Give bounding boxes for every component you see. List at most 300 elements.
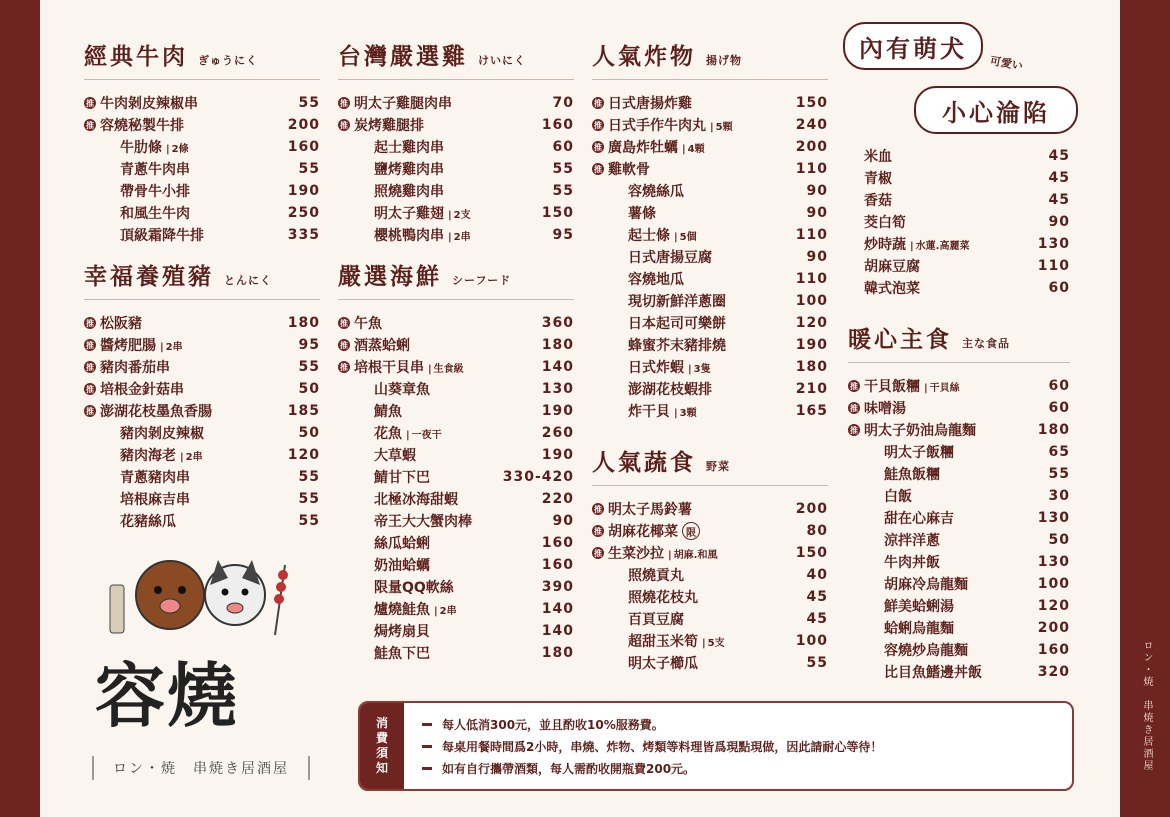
item-price: 180	[1037, 422, 1070, 438]
menu-item	[592, 180, 828, 202]
item-name: 炒時蔬	[864, 237, 906, 253]
menu-list	[848, 375, 1070, 683]
item-price: 250	[287, 205, 320, 221]
menu-item	[848, 485, 1070, 507]
item-price: 60	[1048, 280, 1070, 296]
item-note: | 5支	[702, 634, 725, 649]
item-name: 青蔥牛肉串	[120, 162, 190, 178]
item-price: 100	[795, 293, 828, 309]
item-price: 120	[1037, 598, 1070, 614]
notice-box	[358, 701, 1074, 791]
item-name: 絲瓜蛤蜊	[374, 536, 430, 552]
menu-item	[848, 463, 1070, 485]
item-name: 豬肉海老	[120, 448, 176, 464]
menu-item	[84, 422, 320, 444]
item-price: 110	[795, 227, 828, 243]
item-price: 90	[806, 183, 828, 199]
section-title	[592, 444, 828, 486]
item-name: 日式炸蝦	[628, 360, 684, 376]
menu-item	[592, 608, 828, 630]
item-name: 豬肉剝皮辣椒	[120, 426, 204, 442]
recommend-badge: 推	[86, 362, 94, 372]
item-name: 鹽烤雞肉串	[374, 162, 444, 178]
item-price: 55	[806, 655, 828, 671]
menu-list	[592, 498, 828, 674]
item-name: 廣島炸牡蠣	[608, 140, 678, 156]
menu-item	[338, 180, 574, 202]
recommend-badge: 推	[340, 120, 348, 130]
section-chicken	[338, 38, 574, 246]
section-fried	[592, 38, 828, 422]
item-price: 95	[298, 337, 320, 353]
section-subtitle: 揚げ物	[706, 54, 742, 67]
item-name: 味噌湯	[864, 401, 906, 417]
recommend-badge: 推	[594, 142, 602, 152]
item-name: 帶骨牛小排	[120, 184, 190, 200]
item-note: | 5個	[674, 228, 697, 243]
section-subtitle: ぎゅうにく	[198, 54, 258, 67]
logo-subtitle: ロン・焼 串焼き居酒屋	[92, 756, 310, 780]
item-price: 150	[795, 545, 828, 561]
recommend-badge: 推	[594, 120, 602, 130]
menu-item	[338, 576, 574, 598]
item-price: 180	[795, 359, 828, 375]
recommend-badge: 推	[340, 98, 348, 108]
item-price: 200	[795, 139, 828, 155]
menu-item	[848, 661, 1070, 683]
menu-item	[848, 507, 1070, 529]
item-name: 焗烤扇貝	[374, 624, 430, 640]
item-price: 220	[541, 491, 574, 507]
item-name: 日式手作牛肉丸	[608, 118, 706, 134]
item-name: 澎湖花枝墨魚香腸	[100, 404, 212, 420]
item-name: 超甜玉米筍	[628, 634, 698, 650]
section-title	[592, 38, 828, 80]
item-price: 200	[795, 501, 828, 517]
recommend-badge: 推	[594, 164, 602, 174]
item-name: 照燒花枝丸	[628, 590, 698, 606]
menu-item	[338, 466, 574, 488]
item-name: 比目魚鰭邊丼飯	[884, 665, 982, 681]
item-name: 牛肉丼飯	[884, 555, 940, 571]
recommend-badge: 推	[340, 318, 348, 328]
item-price: 60	[1048, 378, 1070, 394]
item-name: 明太子飯糰	[884, 445, 954, 461]
dogs-illustration	[100, 550, 300, 640]
section-seafood	[338, 258, 574, 664]
item-name: 北極冰海甜蝦	[374, 492, 458, 508]
notice-item: 每人低消300元，並且酌收10%服務費。	[422, 713, 882, 735]
item-price: 180	[287, 315, 320, 331]
menu-item	[338, 620, 574, 642]
item-name: 山葵章魚	[374, 382, 430, 398]
item-price: 200	[287, 117, 320, 133]
menu-item	[848, 145, 1070, 167]
menu-item	[592, 312, 828, 334]
menu-item	[84, 92, 320, 114]
item-price: 55	[298, 95, 320, 111]
item-price: 30	[1048, 488, 1070, 504]
section-title-text: 經典牛肉	[84, 44, 188, 70]
menu-item	[848, 441, 1070, 463]
item-name: 牛肋條	[120, 140, 162, 156]
item-price: 55	[298, 469, 320, 485]
item-name: 鯖魚	[374, 404, 402, 420]
menu-item	[592, 630, 828, 652]
item-price: 50	[298, 425, 320, 441]
menu-item	[592, 564, 828, 586]
item-name: 白飯	[884, 489, 912, 505]
section-subtitle: 主な食品	[962, 337, 1010, 350]
item-price: 60	[1048, 400, 1070, 416]
item-price: 160	[541, 117, 574, 133]
item-price: 130	[1037, 510, 1070, 526]
menu-item	[338, 114, 574, 136]
menu-item	[338, 92, 574, 114]
item-price: 140	[541, 359, 574, 375]
item-price: 110	[1037, 258, 1070, 274]
menu-item	[592, 334, 828, 356]
item-note: | 生食級	[428, 360, 464, 375]
item-name: 炸干貝	[628, 404, 670, 420]
left-border	[0, 0, 40, 817]
item-name: 限量QQ軟絲	[374, 580, 454, 596]
recommend-badge: 推	[850, 425, 858, 435]
item-price: 120	[287, 447, 320, 463]
menu-item	[848, 617, 1070, 639]
item-name: 米血	[864, 149, 892, 165]
menu-item	[848, 167, 1070, 189]
item-name: 鮭魚飯糰	[884, 467, 940, 483]
item-price: 130	[1037, 554, 1070, 570]
item-price: 100	[795, 633, 828, 649]
item-price: 120	[795, 315, 828, 331]
dog-warning-line1: 內有萌犬	[843, 22, 983, 70]
item-name: 澎湖花枝蝦排	[628, 382, 712, 398]
item-name: 炭烤雞腿排	[354, 118, 424, 134]
item-name: 胡麻冷烏龍麵	[884, 577, 968, 593]
menu-item	[84, 400, 320, 422]
item-name: 日式唐揚豆腐	[628, 250, 712, 266]
section-veg	[592, 444, 828, 674]
menu-item	[848, 573, 1070, 595]
item-price: 160	[287, 139, 320, 155]
dog-warning-line2: 小心淪陷	[914, 86, 1078, 134]
menu-item	[592, 542, 828, 564]
item-price: 160	[1037, 642, 1070, 658]
item-name: 培根麻吉串	[120, 492, 190, 508]
item-name: 牛肉剝皮辣椒串	[100, 96, 198, 112]
menu-item	[848, 595, 1070, 617]
item-name: 頂級霜降牛排	[120, 228, 204, 244]
menu-item	[592, 520, 828, 542]
menu-list	[592, 92, 828, 422]
section-subtitle: シーフード	[452, 274, 512, 287]
section-misc	[848, 145, 1070, 299]
section-beef	[84, 38, 320, 246]
column-4	[848, 145, 1070, 683]
menu-item	[848, 277, 1070, 299]
menu-item	[848, 189, 1070, 211]
item-price: 150	[541, 205, 574, 221]
menu-item	[84, 180, 320, 202]
item-name: 明太子雞腿肉串	[354, 96, 452, 112]
item-name: 照燒貢丸	[628, 568, 684, 584]
item-price: 190	[287, 183, 320, 199]
menu-item	[338, 136, 574, 158]
item-price: 90	[1048, 214, 1070, 230]
menu-item	[848, 233, 1070, 255]
item-price: 180	[541, 337, 574, 353]
section-title	[84, 38, 320, 80]
item-name: 酒蒸蛤蜊	[354, 338, 410, 354]
item-name: 醬烤肥腸	[100, 338, 156, 354]
item-price: 45	[1048, 192, 1070, 208]
section-title-text: 暖心主食	[848, 327, 952, 353]
item-price: 45	[1048, 170, 1070, 186]
section-subtitle: 野菜	[706, 460, 730, 473]
section-title	[338, 258, 574, 300]
menu-item	[338, 356, 574, 378]
menu-item	[848, 397, 1070, 419]
column-2	[338, 38, 574, 664]
section-title	[84, 258, 320, 300]
menu-list	[338, 312, 574, 664]
item-name: 奶油蛤蠣	[374, 558, 430, 574]
menu-item	[592, 202, 828, 224]
item-price: 55	[1048, 466, 1070, 482]
recommend-badge: 推	[86, 406, 94, 416]
item-name: 青蔥豬肉串	[120, 470, 190, 486]
cute-label: 可愛い	[989, 54, 1024, 73]
item-price: 210	[795, 381, 828, 397]
item-name: 明太子奶油烏龍麵	[864, 423, 976, 439]
item-name: 甜在心麻吉	[884, 511, 954, 527]
notice-label: 消 費 須 知	[360, 703, 404, 789]
item-name: 胡麻豆腐	[864, 259, 920, 275]
item-price: 390	[541, 579, 574, 595]
item-price: 330-420	[502, 469, 574, 485]
item-note: | 胡麻.和風	[668, 546, 717, 561]
item-price: 180	[541, 645, 574, 661]
menu-item	[592, 290, 828, 312]
item-name: 容燒秘製牛排	[100, 118, 184, 134]
menu-item	[592, 158, 828, 180]
item-price: 55	[552, 183, 574, 199]
menu-item	[592, 114, 828, 136]
recommend-badge: 推	[340, 340, 348, 350]
item-name: 明太子雞翅	[374, 206, 444, 222]
item-price: 45	[806, 589, 828, 605]
menu-item	[338, 554, 574, 576]
item-name: 干貝飯糰	[864, 379, 920, 395]
item-price: 150	[795, 95, 828, 111]
item-price: 90	[806, 249, 828, 265]
section-staple	[848, 321, 1070, 683]
column-1	[84, 38, 320, 532]
notice-item: 如有自行攜帶酒類，每人需酌收開瓶費200元。	[422, 757, 882, 779]
item-price: 130	[541, 381, 574, 397]
item-name: 韓式泡菜	[864, 281, 920, 297]
item-name: 青椒	[864, 171, 892, 187]
item-name: 香菇	[864, 193, 892, 209]
menu-item	[84, 356, 320, 378]
recommend-badge: 推	[594, 548, 602, 558]
menu-item	[848, 255, 1070, 277]
item-name: 明太子櫛瓜	[628, 656, 698, 672]
item-note: | 水蓮.高麗菜	[910, 237, 969, 252]
item-name: 起士雞肉串	[374, 140, 444, 156]
item-name: 起士條	[628, 228, 670, 244]
item-name: 鯖甘下巴	[374, 470, 430, 486]
menu-item	[338, 444, 574, 466]
section-subtitle: とんにく	[224, 274, 272, 287]
item-name: 現切新鮮洋蔥圈	[628, 294, 726, 310]
menu-item	[592, 586, 828, 608]
item-name: 容燒炒烏龍麵	[884, 643, 968, 659]
item-price: 55	[552, 161, 574, 177]
item-price: 240	[795, 117, 828, 133]
item-note: | 2支	[448, 206, 471, 221]
menu-item	[592, 498, 828, 520]
logo: 容燒	[95, 655, 239, 737]
item-price: 160	[541, 557, 574, 573]
recommend-badge: 推	[86, 98, 94, 108]
item-price: 40	[806, 567, 828, 583]
column-3	[592, 38, 828, 674]
item-price: 360	[541, 315, 574, 331]
menu-list	[338, 92, 574, 246]
item-price: 190	[541, 447, 574, 463]
side-text: ロン・焼 串焼き居酒屋	[1141, 640, 1152, 772]
menu-item	[84, 312, 320, 334]
item-name: 蜂蜜芥末豬排燒	[628, 338, 726, 354]
item-note: | 4顆	[682, 140, 705, 155]
recommend-badge: 推	[850, 381, 858, 391]
item-name: 櫻桃鴨肉串	[374, 228, 444, 244]
item-price: 190	[541, 403, 574, 419]
menu-item	[592, 356, 828, 378]
recommend-badge: 推	[86, 318, 94, 328]
menu-item	[338, 598, 574, 620]
item-note: | 2條	[166, 140, 189, 155]
item-price: 335	[287, 227, 320, 243]
section-subtitle: けいにく	[478, 54, 526, 67]
menu-item	[338, 202, 574, 224]
recommend-badge: 推	[86, 340, 94, 350]
item-name: 照燒雞肉串	[374, 184, 444, 200]
brown-dog-icon	[136, 561, 204, 629]
menu-item	[592, 652, 828, 674]
item-price: 190	[795, 337, 828, 353]
item-name: 和風生牛肉	[120, 206, 190, 222]
recommend-badge: 推	[340, 362, 348, 372]
item-price: 90	[806, 205, 828, 221]
item-price: 60	[552, 139, 574, 155]
item-price: 90	[552, 513, 574, 529]
menu-item	[84, 510, 320, 532]
recommend-badge: 推	[86, 120, 94, 130]
item-price: 160	[541, 535, 574, 551]
item-name: 爐燒鮭魚	[374, 602, 430, 618]
item-note: | 一夜干	[406, 426, 442, 441]
section-title-text: 人氣蔬食	[592, 450, 696, 476]
recommend-badge: 推	[594, 98, 602, 108]
menu-item	[592, 268, 828, 290]
item-name: 容燒地瓜	[628, 272, 684, 288]
item-name: 午魚	[354, 316, 382, 332]
menu-item	[338, 488, 574, 510]
item-name: 蛤蜊烏龍麵	[884, 621, 954, 637]
item-price: 55	[298, 513, 320, 529]
menu-list	[84, 92, 320, 246]
menu-page	[40, 0, 1120, 817]
item-note: | 2串	[448, 228, 471, 243]
item-price: 110	[795, 271, 828, 287]
item-price: 130	[1037, 236, 1070, 252]
right-border	[1120, 0, 1170, 817]
menu-item	[592, 246, 828, 268]
menu-item	[338, 378, 574, 400]
menu-item	[848, 419, 1070, 441]
recommend-badge: 推	[850, 403, 858, 413]
menu-item	[338, 334, 574, 356]
item-name: 花魚	[374, 426, 402, 442]
item-name: 百頁豆腐	[628, 612, 684, 628]
item-name: 培根金針菇串	[100, 382, 184, 398]
item-price: 100	[1037, 576, 1070, 592]
item-price: 140	[541, 623, 574, 639]
item-name: 培根干貝串	[354, 360, 424, 376]
item-name: 日式唐揚炸雞	[608, 96, 692, 112]
item-price: 55	[298, 359, 320, 375]
menu-item	[338, 400, 574, 422]
section-title	[848, 321, 1070, 363]
item-price: 140	[541, 601, 574, 617]
menu-item	[338, 510, 574, 532]
menu-item	[84, 466, 320, 488]
menu-item	[848, 551, 1070, 573]
menu-item	[592, 224, 828, 246]
item-note: | 2串	[160, 338, 183, 353]
menu-item	[84, 158, 320, 180]
menu-item	[848, 639, 1070, 661]
menu-item	[848, 529, 1070, 551]
item-price: 45	[806, 611, 828, 627]
item-name: 松阪豬	[100, 316, 142, 332]
item-name: 容燒絲瓜	[628, 184, 684, 200]
item-price: 70	[552, 95, 574, 111]
menu-item	[338, 422, 574, 444]
item-price: 320	[1037, 664, 1070, 680]
item-name: 鮭魚下巴	[374, 646, 430, 662]
menu-list	[84, 312, 320, 532]
menu-item	[84, 202, 320, 224]
item-name: 日本起司可樂餅	[628, 316, 726, 332]
menu-item	[338, 312, 574, 334]
item-name: 胡麻花椰菜	[608, 524, 678, 540]
recommend-badge: 推	[86, 384, 94, 394]
item-name: 雞軟骨	[608, 162, 650, 178]
item-price: 165	[795, 403, 828, 419]
menu-item	[338, 224, 574, 246]
item-name: 鮮美蛤蜊湯	[884, 599, 954, 615]
item-name: 薯條	[628, 206, 656, 222]
section-title-text: 台灣嚴選雞	[338, 44, 468, 70]
item-name: 生菜沙拉	[608, 546, 664, 562]
section-pork	[84, 258, 320, 532]
item-price: 55	[298, 491, 320, 507]
